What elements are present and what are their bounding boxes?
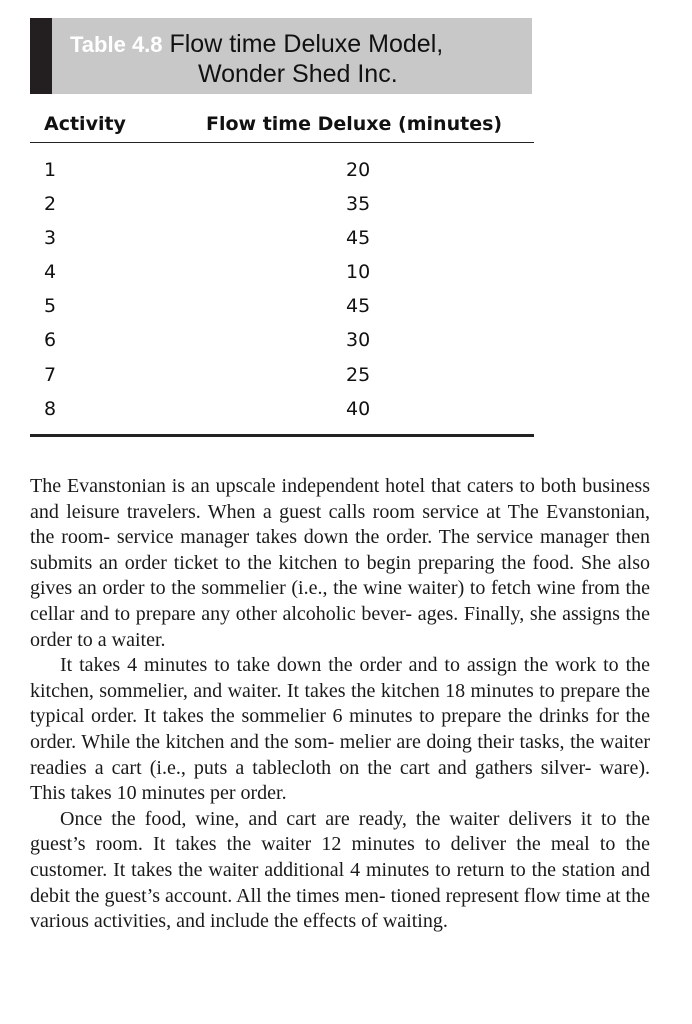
activity-cell: 7: [44, 363, 57, 386]
table-row: [30, 257, 534, 291]
caption-title-line-1: Flow time Deluxe Model,: [169, 30, 444, 58]
table-row: [30, 155, 534, 189]
caption-accent-bar: [30, 18, 52, 94]
flow-time-cell: 25: [346, 363, 371, 386]
table-row: [30, 325, 534, 359]
flow-time-cell: 10: [346, 261, 371, 284]
table-row: [30, 189, 534, 223]
activity-cell: 4: [44, 261, 57, 284]
flow-time-cell: 45: [346, 227, 371, 250]
table-row: [30, 291, 534, 325]
flow-time-cell: 45: [346, 295, 371, 318]
table-row: [30, 360, 534, 394]
caption-title-line-2: Wonder Shed Inc.: [198, 60, 398, 88]
activity-cell: 5: [44, 295, 57, 318]
flow-time-cell: 40: [346, 397, 371, 420]
paragraph-2: It takes 4 minutes to take down the order and to assign the work to the kitchen, sommelier, and waiter. It takes the kitchen 18 minutes to prepare the typical order. It takes the sommelier 6 minutes to prepare the drinks for the order. While the kitchen and the som- melier are doing their tasks, the waiter readies a cart (i.e., puts a tablecloth on the cart and gathers silver- ware). This takes 10 minutes per order.: [30, 654, 650, 805]
table-caption: [30, 18, 532, 94]
activity-cell: 8: [44, 397, 57, 420]
table-header: [30, 108, 534, 143]
table-row: [30, 223, 534, 257]
flow-time-cell: 30: [346, 329, 371, 352]
flow-time-table: [30, 108, 534, 437]
paragraph-3: Once the food, wine, and cart are ready, the waiter delivers it to the guest’s room. It takes the waiter 12 minutes to deliver the meal to the customer. It takes the waiter additional 4 minutes to return to the station and debit the guest’s account. All the times men- tioned represent flow time at the various activities, and include the effects of waiting.: [30, 807, 650, 933]
caption-line-1: [70, 30, 443, 59]
table-label: Table 4.8: [70, 32, 163, 57]
header-activity: Activity: [44, 113, 126, 135]
body-text: [30, 474, 650, 935]
paragraph-1: The Evanstonian is an upscale independent hotel that caters to both business and leisure travelers. When a guest calls room service at The Evanstonian, the room- service manager takes down the order. The service manager then submits an order ticket to the kitchen to begin preparing the food. She also gives an order to the sommelier (i.e., the wine waiter) to fetch wine from the cellar and to prepare any other alcoholic bever- ages. Finally, she assigns the order to a waiter.: [30, 475, 650, 651]
flow-time-cell: 35: [346, 193, 371, 216]
activity-cell: 6: [44, 329, 57, 352]
flow-time-cell: 20: [346, 159, 371, 181]
activity-cell: 2: [44, 193, 57, 216]
header-flow-time: Flow time Deluxe (minutes): [206, 113, 503, 135]
table-body: [30, 143, 534, 437]
activity-cell: 1: [44, 159, 57, 181]
table-row: [30, 394, 534, 428]
activity-cell: 3: [44, 227, 57, 250]
